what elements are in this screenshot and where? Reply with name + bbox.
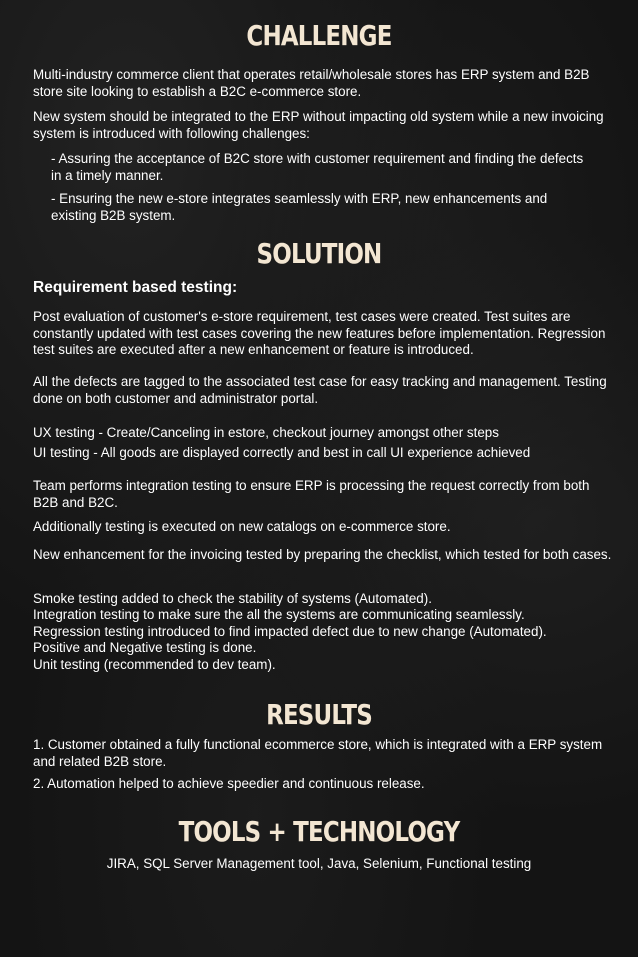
- challenge-paragraph-2: New system should be integrated to the ERP without impacting old system while a new invoicing system is introduced with following challenges:: [33, 109, 604, 141]
- challenge-heading: CHALLENGE: [246, 19, 392, 52]
- challenge-bullet-1: - Assuring the acceptance of B2C store with customer requirement and finding the defects in a timely manner.: [51, 151, 584, 183]
- tools-list: JIRA, SQL Server Management tool, Java, Selenium, Functional testing: [106, 856, 532, 871]
- solution-ux-testing: UX testing - Create/Canceling in estore, checkout journey amongst other steps: [33, 425, 499, 440]
- solution-list-item-4: Positive and Negative testing is done.: [33, 640, 257, 655]
- solution-list-item-1: Smoke testing added to check the stability of systems (Automated).: [33, 591, 432, 606]
- results-item-2: 2. Automation helped to achieve speedier and continuous release.: [33, 776, 425, 791]
- solution-paragraph-4: Additionally testing is executed on new catalogs on e-commerce store.: [33, 519, 451, 534]
- solution-paragraph-3: Team performs integration testing to ensure ERP is processing the request correctly from both B2B and B2C.: [33, 478, 590, 510]
- results-heading: RESULTS: [266, 698, 372, 731]
- solution-heading: SOLUTION: [256, 237, 382, 270]
- challenge-bullet-2: - Ensuring the new e-store integrates seamlessly with ERP, new enhancements and existing B2B system.: [51, 191, 548, 223]
- solution-subheading: Requirement based testing:: [33, 279, 238, 296]
- solution-list-item-3: Regression testing introduced to find impacted defect due to new change (Automated).: [33, 624, 547, 639]
- solution-paragraph-5: New enhancement for the invoicing tested by preparing the checklist, which tested for both cases.: [33, 547, 612, 562]
- tools-heading: TOOLS + TECHNOLOGY: [178, 815, 460, 848]
- results-item-1: 1. Customer obtained a fully functional ecommerce store, which is integrated with a ERP system and related B2B store.: [33, 737, 603, 769]
- solution-paragraph-2: All the defects are tagged to the associated test case for easy tracking and management. Testing done on both customer and administrator portal.: [33, 374, 607, 406]
- solution-paragraph-1: Post evaluation of customer's e-store requirement, test cases were created. Test suites are constantly updated with test cases covering the new features before implementation. Regression test suites are executed after a new enhancement or feature is introduced.: [33, 309, 606, 357]
- solution-ui-testing: UI testing - All goods are displayed correctly and best in call UI experience achieved: [33, 445, 531, 460]
- challenge-paragraph-1: Multi-industry commerce client that operates retail/wholesale stores has ERP system and B2B store site looking to establish a B2C e-commerce store.: [33, 67, 590, 99]
- solution-list-item-2: Integration testing to make sure the all the systems are communicating seamlessly.: [33, 607, 525, 622]
- solution-list-item-5: Unit testing (recommended to dev team).: [33, 657, 276, 672]
